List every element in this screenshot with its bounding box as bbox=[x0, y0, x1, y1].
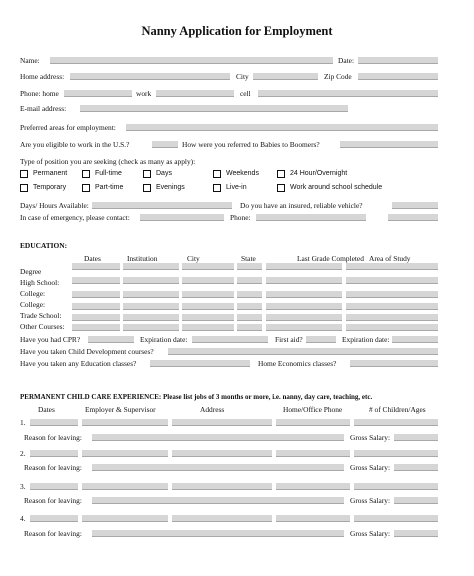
exp-phone-field[interactable] bbox=[276, 515, 350, 522]
exp-children-field[interactable] bbox=[354, 450, 438, 457]
referred-label: How were you referred to Babies to Boomers? bbox=[182, 140, 320, 149]
exp-col-children: # of Children/Ages bbox=[369, 405, 426, 414]
days-label: Days bbox=[156, 170, 172, 177]
child-dev-label: Have you taken Child Development courses? bbox=[20, 347, 154, 356]
exp-dates-field[interactable] bbox=[30, 419, 78, 426]
reason-for-leaving-field[interactable] bbox=[92, 464, 344, 471]
referred-field[interactable] bbox=[340, 141, 438, 148]
edu-dates-field[interactable] bbox=[72, 303, 120, 310]
home-econ-label: Home Economics classes? bbox=[258, 359, 337, 368]
edu-city-field[interactable] bbox=[182, 291, 234, 298]
exp-entry-number: 2. bbox=[20, 449, 26, 458]
eligible-label: Are you eligible to work in the U.S.? bbox=[20, 140, 130, 149]
edu-city-field[interactable] bbox=[182, 263, 234, 270]
reason-for-leaving-label: Reason for leaving: bbox=[24, 433, 82, 442]
first-aid-expiration-label: Expiration date: bbox=[342, 335, 390, 344]
exp-phone-field[interactable] bbox=[276, 483, 350, 490]
exp-col-phone: Home/Office Phone bbox=[283, 405, 343, 414]
edu-area-field[interactable] bbox=[346, 263, 438, 270]
reason-for-leaving-field[interactable] bbox=[92, 530, 344, 537]
edu-area-field[interactable] bbox=[346, 277, 438, 284]
gross-salary-label: Gross Salary: bbox=[350, 433, 391, 442]
edu-dates-field[interactable] bbox=[72, 263, 120, 270]
eligible-field[interactable] bbox=[152, 141, 178, 148]
preferred-areas-field[interactable] bbox=[126, 124, 438, 131]
exp-col-dates: Dates bbox=[38, 405, 55, 414]
edu-state-field[interactable] bbox=[237, 324, 262, 331]
edu-grade-field[interactable] bbox=[266, 277, 342, 284]
gross-salary-label: Gross Salary: bbox=[350, 463, 391, 472]
edu-row-label: College: bbox=[20, 300, 46, 309]
edu-city-field[interactable] bbox=[182, 303, 234, 310]
overnight-label: 24 Hour/Overnight bbox=[290, 170, 348, 177]
exp-address-field[interactable] bbox=[172, 483, 272, 490]
edu-col-city: City bbox=[187, 254, 200, 263]
exp-address-field[interactable] bbox=[172, 515, 272, 522]
reason-for-leaving-label: Reason for leaving: bbox=[24, 496, 82, 505]
gross-salary-field[interactable] bbox=[394, 464, 438, 471]
gross-salary-label: Gross Salary: bbox=[350, 496, 391, 505]
exp-employer-field[interactable] bbox=[82, 483, 168, 490]
position-type-label: Type of position you are seeking (check as many as apply): bbox=[20, 157, 196, 166]
full-time-checkbox[interactable] bbox=[82, 170, 90, 178]
experience-heading: PERMANENT CHILD CARE EXPERIENCE: Please list jobs of 3 months or more, i.e. nanny, day care, teaching, etc. bbox=[20, 393, 373, 401]
edu-grade-field[interactable] bbox=[266, 314, 342, 321]
gross-salary-label: Gross Salary: bbox=[350, 529, 391, 538]
home-address-field[interactable] bbox=[70, 73, 230, 80]
home-econ-field[interactable] bbox=[350, 360, 438, 367]
exp-address-field[interactable] bbox=[172, 419, 272, 426]
edu-state-field[interactable] bbox=[237, 291, 262, 298]
exp-children-field[interactable] bbox=[354, 515, 438, 522]
edu-area-field[interactable] bbox=[346, 314, 438, 321]
exp-address-field[interactable] bbox=[172, 450, 272, 457]
edu-dates-field[interactable] bbox=[72, 277, 120, 284]
exp-col-employer: Employer & Supervisor bbox=[85, 405, 156, 414]
exp-phone-field[interactable] bbox=[276, 419, 350, 426]
phone-cell-label: cell bbox=[240, 89, 251, 98]
edu-city-field[interactable] bbox=[182, 277, 234, 284]
home-address-label: Home address: bbox=[20, 72, 65, 81]
exp-children-field[interactable] bbox=[354, 483, 438, 490]
edu-state-field[interactable] bbox=[237, 303, 262, 310]
edu-col-institution: Institution bbox=[127, 254, 158, 263]
name-label: Name: bbox=[20, 56, 40, 65]
first-aid-label: First aid? bbox=[275, 335, 303, 344]
education-classes-field[interactable] bbox=[150, 360, 250, 367]
zip-field[interactable] bbox=[358, 73, 438, 80]
edu-dates-field[interactable] bbox=[72, 314, 120, 321]
page-title: Nanny Application for Employment bbox=[141, 24, 333, 38]
exp-children-field[interactable] bbox=[354, 419, 438, 426]
days-checkbox[interactable] bbox=[143, 170, 151, 178]
emergency-phone-field-2[interactable] bbox=[388, 214, 438, 221]
permanent-label: Permanent bbox=[33, 170, 68, 177]
reason-for-leaving-field[interactable] bbox=[92, 497, 344, 504]
edu-col-state: State bbox=[241, 254, 256, 263]
cpr-expiration-label: Expiration date: bbox=[140, 335, 188, 344]
edu-state-field[interactable] bbox=[237, 314, 262, 321]
exp-dates-field[interactable] bbox=[30, 515, 78, 522]
child-dev-field[interactable] bbox=[168, 348, 438, 355]
emergency-phone-field[interactable] bbox=[256, 214, 366, 221]
evenings-checkbox[interactable] bbox=[143, 184, 151, 192]
live-in-label: Live-in bbox=[226, 184, 247, 191]
edu-row-label: Degree bbox=[20, 267, 42, 276]
edu-row-label: High School: bbox=[20, 278, 60, 287]
cpr-expiration-field[interactable] bbox=[192, 336, 268, 343]
city-field[interactable] bbox=[253, 73, 318, 80]
permanent-checkbox[interactable] bbox=[20, 170, 28, 178]
vehicle-label: Do you have an insured, reliable vehicle? bbox=[240, 201, 363, 210]
phone-work-label: work bbox=[136, 89, 152, 98]
edu-row-label: Trade School: bbox=[20, 311, 62, 320]
emergency-contact-field[interactable] bbox=[140, 214, 224, 221]
gross-salary-field[interactable] bbox=[394, 434, 438, 441]
live-in-checkbox[interactable] bbox=[213, 184, 221, 192]
preferred-areas-label: Preferred areas for employment: bbox=[20, 123, 116, 132]
cpr-label: Have you had CPR? bbox=[20, 335, 81, 344]
exp-employer-field[interactable] bbox=[82, 515, 168, 522]
exp-employer-field[interactable] bbox=[82, 419, 168, 426]
emergency-label: In case of emergency, please contact: bbox=[20, 213, 130, 222]
edu-city-field[interactable] bbox=[182, 314, 234, 321]
gross-salary-field[interactable] bbox=[394, 497, 438, 504]
edu-institution-field[interactable] bbox=[123, 263, 179, 270]
edu-area-field[interactable] bbox=[346, 291, 438, 298]
date-field[interactable] bbox=[358, 57, 438, 64]
days-hours-field[interactable] bbox=[92, 202, 232, 209]
email-label: E-mail address: bbox=[20, 104, 67, 113]
name-field[interactable] bbox=[50, 57, 333, 64]
exp-dates-field[interactable] bbox=[30, 450, 78, 457]
phone-home-label: Phone: home bbox=[20, 89, 59, 98]
edu-col-last-grade: Last Grade Completed bbox=[297, 254, 364, 263]
phone-work-field[interactable] bbox=[156, 90, 234, 97]
zip-label: Zip Code bbox=[324, 72, 352, 81]
exp-phone-field[interactable] bbox=[276, 450, 350, 457]
part-time-checkbox[interactable] bbox=[82, 184, 90, 192]
city-label: City bbox=[236, 72, 249, 81]
reason-for-leaving-label: Reason for leaving: bbox=[24, 463, 82, 472]
emergency-phone-label: Phone: bbox=[230, 213, 251, 222]
edu-grade-field[interactable] bbox=[266, 324, 342, 331]
edu-row-label: Other Courses: bbox=[20, 322, 65, 331]
weekends-label: Weekends bbox=[226, 170, 259, 177]
edu-dates-field[interactable] bbox=[72, 291, 120, 298]
exp-entry-number: 4. bbox=[20, 514, 26, 523]
edu-city-field[interactable] bbox=[182, 324, 234, 331]
edu-col-dates: Dates bbox=[84, 254, 101, 263]
reason-for-leaving-label: Reason for leaving: bbox=[24, 529, 82, 538]
edu-grade-field[interactable] bbox=[266, 291, 342, 298]
exp-dates-field[interactable] bbox=[30, 483, 78, 490]
reason-for-leaving-field[interactable] bbox=[92, 434, 344, 441]
edu-state-field[interactable] bbox=[237, 277, 262, 284]
exp-col-address: Address bbox=[200, 405, 225, 414]
edu-institution-field[interactable] bbox=[123, 314, 179, 321]
education-heading: EDUCATION: bbox=[20, 241, 68, 250]
overnight-checkbox[interactable] bbox=[277, 170, 285, 178]
edu-dates-field[interactable] bbox=[72, 324, 120, 331]
weekends-checkbox[interactable] bbox=[213, 170, 221, 178]
email-field[interactable] bbox=[80, 105, 348, 112]
cpr-field[interactable] bbox=[88, 336, 134, 343]
gross-salary-field[interactable] bbox=[394, 530, 438, 537]
edu-grade-field[interactable] bbox=[266, 263, 342, 270]
phone-home-field[interactable] bbox=[64, 90, 132, 97]
evenings-label: Evenings bbox=[156, 184, 185, 191]
exp-entry-number: 3. bbox=[20, 482, 26, 491]
education-classes-label: Have you taken any Education classes? bbox=[20, 359, 137, 368]
school-schedule-checkbox[interactable] bbox=[277, 184, 285, 192]
edu-institution-field[interactable] bbox=[123, 303, 179, 310]
edu-institution-field[interactable] bbox=[123, 291, 179, 298]
temporary-label: Temporary bbox=[33, 184, 67, 191]
edu-institution-field[interactable] bbox=[123, 277, 179, 284]
phone-cell-field[interactable] bbox=[258, 90, 438, 97]
days-hours-label: Days/ Hours Available: bbox=[20, 201, 89, 210]
edu-col-area-of-study: Area of Study bbox=[369, 254, 411, 263]
edu-grade-field[interactable] bbox=[266, 303, 342, 310]
exp-entry-number: 1. bbox=[20, 418, 26, 427]
part-time-label: Part-time bbox=[95, 184, 124, 191]
full-time-label: Full-time bbox=[95, 170, 122, 177]
edu-state-field[interactable] bbox=[237, 263, 262, 270]
edu-area-field[interactable] bbox=[346, 324, 438, 331]
vehicle-field[interactable] bbox=[392, 202, 438, 209]
temporary-checkbox[interactable] bbox=[20, 184, 28, 192]
edu-row-label: College: bbox=[20, 289, 46, 298]
edu-institution-field[interactable] bbox=[123, 324, 179, 331]
date-label: Date: bbox=[338, 56, 355, 65]
school-schedule-label: Work around school schedule bbox=[290, 184, 383, 191]
edu-area-field[interactable] bbox=[346, 303, 438, 310]
first-aid-expiration-field[interactable] bbox=[392, 336, 438, 343]
first-aid-field[interactable] bbox=[306, 336, 336, 343]
exp-employer-field[interactable] bbox=[82, 450, 168, 457]
